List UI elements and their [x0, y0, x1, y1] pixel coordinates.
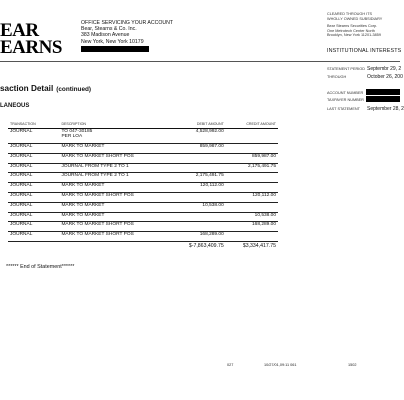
- taxpayer-number-redacted: [366, 96, 400, 102]
- footer-code-3: 1502: [348, 363, 357, 367]
- col-credit-header: CREDIT AMOUNT: [226, 121, 278, 129]
- statement-period-label: STATEMENT PERIOD: [327, 67, 365, 71]
- clearing-firm-name: Bear Stearns Securities Corp.: [327, 24, 378, 29]
- through-value: October 26, 200: [367, 74, 403, 80]
- credit-cell: [226, 129, 278, 144]
- table-row: [8, 212, 278, 222]
- debit-cell: [173, 153, 225, 163]
- transaction-cell: JOURNAL: [8, 144, 59, 154]
- credit-cell: 120,112.00: [226, 192, 278, 202]
- through-label: THROUGH: [327, 75, 347, 79]
- description-cell: MARK TO MARKET SHORT POS: [59, 222, 173, 232]
- description-cell: MARK TO MARKET SHORT POS: [59, 232, 173, 242]
- description-cell: MARK TO MARKET: [59, 212, 173, 222]
- credit-cell: [226, 183, 278, 193]
- office-street: 383 Madison Avenue: [81, 32, 130, 39]
- transaction-cell: JOURNAL: [8, 212, 59, 222]
- description-line-1: TO 047-30185: [61, 129, 93, 134]
- page-title: [0, 84, 91, 93]
- debit-cell: 168,289.00: [173, 232, 225, 242]
- institutional-interests-label: INSTITUTIONAL INTERESTS: [327, 48, 402, 54]
- clearing-city: Brooklyn, New York 11201-3859: [327, 33, 381, 38]
- col-description-header: DESCRIPTION: [59, 121, 173, 129]
- credit-cell: [226, 173, 278, 183]
- description-cell: MARK TO MARKET: [59, 183, 173, 193]
- credit-cell: [226, 144, 278, 154]
- statement-period-value: Septembr 29, 2: [367, 66, 402, 72]
- totals-row: [8, 241, 278, 251]
- clearing-street: One Metrotech Center North: [327, 28, 375, 33]
- taxpayer-number-label: TAXPAYER NUMBER: [327, 98, 364, 102]
- transaction-cell: JOURNAL: [8, 173, 59, 183]
- credit-cell: [226, 232, 278, 242]
- logo-line-2: EARNS: [0, 37, 62, 58]
- transaction-cell: JOURNAL: [8, 232, 59, 242]
- description-cell: [59, 129, 173, 144]
- debit-cell: 10,538.00: [173, 202, 225, 212]
- transaction-cell: JOURNAL: [8, 163, 59, 173]
- table-header-row: [8, 121, 278, 129]
- transaction-cell: JOURNAL: [8, 183, 59, 193]
- transaction-cell: JOURNAL: [8, 153, 59, 163]
- last-statement-label: LAST STATEMENT: [327, 107, 360, 111]
- debit-cell: 2,175,491.75: [173, 173, 225, 183]
- table-row: [8, 202, 278, 212]
- table-row: [8, 129, 278, 144]
- table-row: [8, 153, 278, 163]
- transaction-table: [8, 121, 278, 252]
- credit-cell: 859,987.00: [226, 153, 278, 163]
- debit-cell: 120,112.00: [173, 183, 225, 193]
- description-line-2: PER LOA: [61, 134, 83, 139]
- page-title-text: saction Detail: [0, 84, 54, 93]
- account-number-redacted: [366, 89, 400, 95]
- section-heading: LANEOUS: [0, 103, 30, 109]
- table-row: [8, 173, 278, 183]
- debit-cell: 4,528,992.00: [173, 129, 225, 144]
- credit-cell: 2,175,491.75: [226, 163, 278, 173]
- table-row: [8, 183, 278, 193]
- debit-cell: [173, 192, 225, 202]
- footer-code-2: 10/27/01,09:11 061: [264, 363, 297, 367]
- credit-cell: 168,289.00: [226, 222, 278, 232]
- credit-cell: 10,538.00: [226, 212, 278, 222]
- clearing-line-2: WHOLLY OWNED SUBSIDIARY: [327, 16, 383, 21]
- office-address-block: [81, 20, 173, 45]
- description-cell: MARK TO MARKET SHORT POS: [59, 192, 173, 202]
- last-statement-value: September 28, 2: [367, 106, 404, 112]
- header-divider: [0, 61, 400, 62]
- debit-cell: [173, 212, 225, 222]
- total-credit: $3,334,417.75: [242, 242, 276, 249]
- description-cell: MARK TO MARKET: [59, 144, 173, 154]
- table-row: [8, 222, 278, 232]
- account-number-label: ACCOUNT NUMBER: [327, 91, 364, 95]
- transaction-cell: JOURNAL: [8, 202, 59, 212]
- clearing-line-1: CLEARED THROUGH ITS: [327, 12, 373, 16]
- description-cell: MARK TO MARKET SHORT POS: [59, 153, 173, 163]
- end-of-statement: ****** End of Statement******: [6, 264, 75, 270]
- title-continued: (continued): [56, 86, 92, 93]
- table-row: [8, 232, 278, 242]
- transaction-cell: JOURNAL: [8, 222, 59, 232]
- debit-cell: [173, 222, 225, 232]
- debit-cell: 859,987.00: [173, 144, 225, 154]
- office-header: OFFICE SERVICING YOUR ACCOUNT: [81, 20, 174, 26]
- description-cell: JOURNAL FROM TYPE 2 TO 1: [59, 163, 173, 173]
- bear-stearns-logo: [0, 22, 62, 56]
- description-cell: MARK TO MARKET: [59, 202, 173, 212]
- table-row: [8, 163, 278, 173]
- clearing-firm-block: [327, 12, 382, 38]
- office-city: New York, New York 10179: [81, 38, 144, 45]
- office-name: Bear, Stearns & Co. Inc.: [81, 26, 137, 33]
- transaction-cell: JOURNAL: [8, 192, 59, 202]
- col-debit-header: DEBIT AMOUNT: [173, 121, 225, 129]
- logo-line-1: EAR: [0, 20, 39, 41]
- table-row: [8, 144, 278, 154]
- table-row: [8, 192, 278, 202]
- total-debit: $-7,863,409.75: [188, 242, 224, 249]
- footer-code-1: 027: [227, 363, 234, 367]
- credit-cell: [226, 202, 278, 212]
- debit-cell: [173, 163, 225, 173]
- redaction-bar: [81, 46, 149, 52]
- transaction-cell: JOURNAL: [8, 129, 59, 144]
- description-cell: JOURNAL FROM TYPE 2 TO 1: [59, 173, 173, 183]
- col-transaction-header: TRANSACTION: [8, 121, 59, 129]
